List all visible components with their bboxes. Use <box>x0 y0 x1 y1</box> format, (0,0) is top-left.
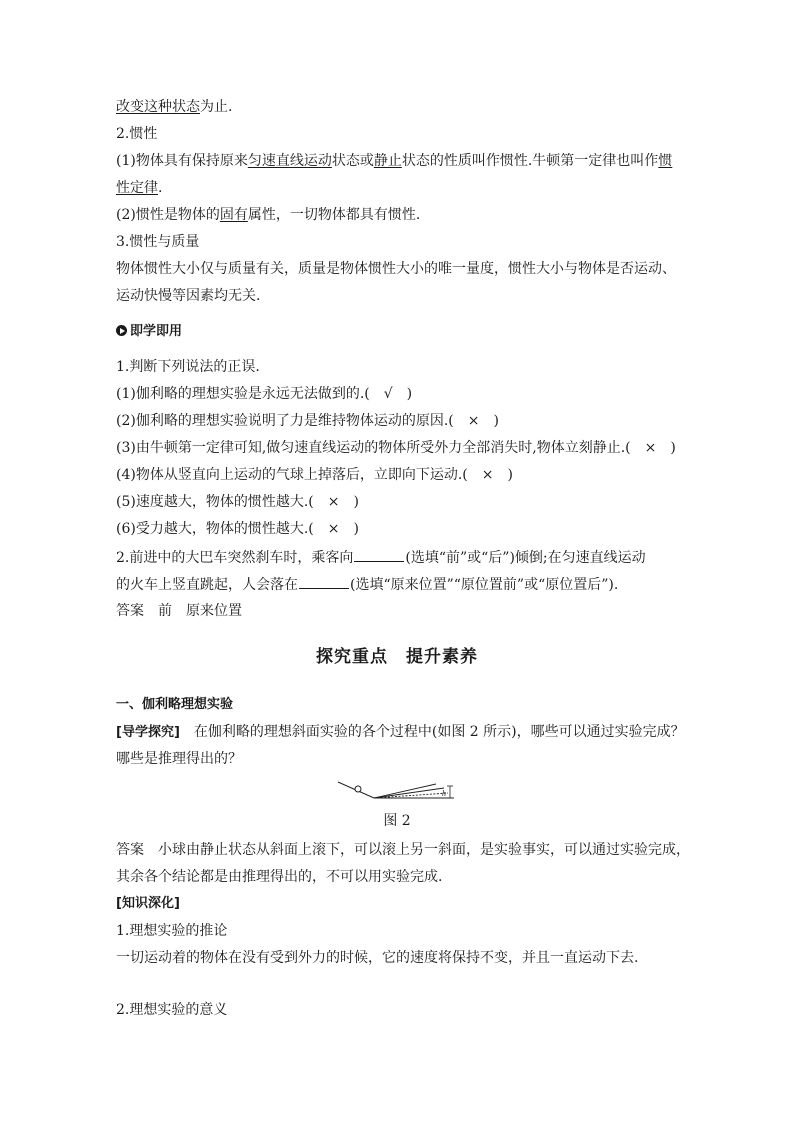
text-line: (1)物体具有保持原来匀速直线运动状态或静止状态的性质叫作惯性.牛顿第一定律也叫作惯 <box>116 153 673 169</box>
section-title: 探究重点 提升素养 <box>316 647 478 667</box>
list-item: (4)物体从竖直向上运动的气球上掉落后，立即向下运动.( × ) <box>116 467 513 483</box>
text-line: 物体惯性大小仅与质量有关，质量是物体惯性大小的唯一量度，惯性大小与物体是否运动、 <box>116 261 676 277</box>
list-item: (6)受力越大，物体的惯性越大.( × ) <box>116 521 359 537</box>
underlined-term: 改变这种状态 <box>116 99 200 115</box>
height-label: h <box>442 789 446 798</box>
incline-diagram <box>336 776 460 806</box>
text-line: 性定律. <box>116 180 163 196</box>
practice-header: 即学即用 <box>116 322 684 342</box>
guide-label: [导学探究] <box>116 725 180 740</box>
text-line: 改变这种状态为止. <box>116 99 233 115</box>
underlined-term: 固有 <box>219 207 248 223</box>
text-line: 2.前进中的大巴车突然刹车时，乘客向 (选填“前”或“后”)倾倒;在匀速直线运动 <box>116 547 684 568</box>
list-item: (3)由牛顿第一定律可知,做匀速直线运动的物体所受外力全部消失时,物体立刻静止.( × ) <box>116 440 676 456</box>
right-slope-mid <box>374 788 444 798</box>
figure-caption: 图 2 <box>383 813 411 829</box>
list-item: (2)伽利略的理想实验说明了力是维持物体运动的原因.( × ) <box>116 413 499 429</box>
underlined-term: 惯 <box>658 153 673 169</box>
right-slope-steep <box>374 784 436 798</box>
knowledge-label: [知识深化] <box>116 896 180 911</box>
answer-line: 答案 小球由静止状态从斜面上滚下，可以滚上另一斜面，是实验事实，可以通过实验完成， <box>116 842 690 858</box>
knowledge-title: 2.理想实验的意义 <box>116 1002 228 1018</box>
question-title: 1.判断下列说法的正误. <box>116 359 260 375</box>
text-line: (2)惯性是物体的固有属性，一切物体都具有惯性. <box>116 207 421 223</box>
inertia-title: 2.惯性 <box>116 126 158 142</box>
answer-line: 答案 前 原来位置 <box>116 603 242 619</box>
list-item: (1)伽利略的理想实验是永远无法做到的.( √ ) <box>116 386 413 402</box>
underlined-term: 匀速直线运动 <box>247 153 332 169</box>
text-line: 哪些是推理得出的？ <box>116 751 242 767</box>
underlined-term: 静止 <box>373 153 402 169</box>
text-line: 运动快慢等因素均无关. <box>116 288 261 304</box>
underlined-term: 性定律 <box>116 180 158 196</box>
text-line: 的火车上竖直跳起，人会落在 (选填“原来位置”“原位置前”或“原位置后”). <box>116 574 684 595</box>
text-line: [导学探究] 在伽利略的理想斜面实验的各个过程中(如图 2 所示)，哪些可以通过实验完成？ <box>116 724 685 740</box>
fill-blank <box>354 547 404 562</box>
knowledge-title: 1.理想实验的推论 <box>116 923 228 939</box>
answer-line: 其余各个结论都是由推理得出的，不可以用实验完成. <box>116 869 443 885</box>
subsection-title: 一、伽利略理想实验 <box>116 697 234 712</box>
ball <box>355 786 361 792</box>
list-item: (5)速度越大，物体的惯性越大.( × ) <box>116 494 359 510</box>
mass-title: 3.惯性与质量 <box>116 234 200 250</box>
fill-blank <box>299 574 349 589</box>
play-circle-icon <box>116 325 127 336</box>
text-line: 一切运动着的物体在没有受到外力的时候，它的速度将保持不变，并且一直运动下去. <box>116 950 639 966</box>
